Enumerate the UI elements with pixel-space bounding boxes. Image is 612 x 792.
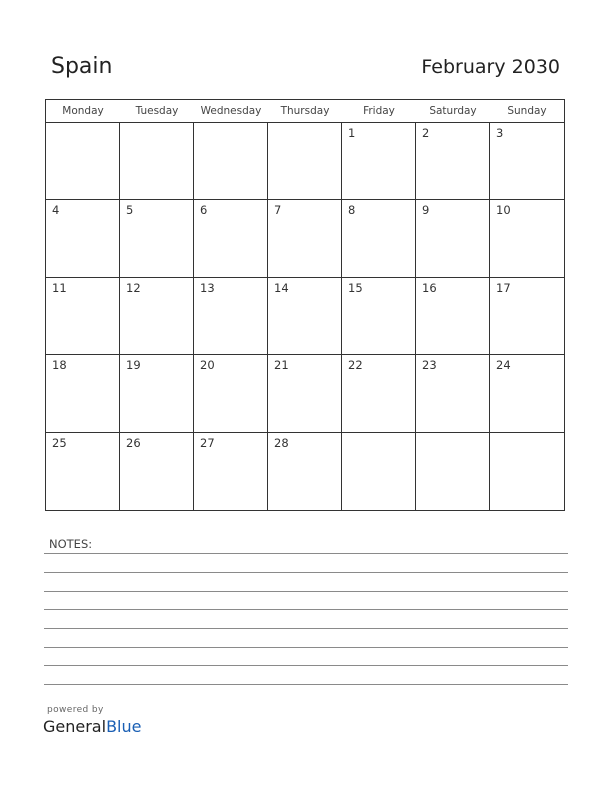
day-cell: 3 bbox=[490, 123, 564, 200]
day-cell: 13 bbox=[194, 278, 268, 355]
weekday-monday: Monday bbox=[62, 105, 104, 117]
day-cell: 22 bbox=[342, 355, 416, 432]
weekday-tuesday: Tuesday bbox=[135, 105, 179, 117]
day-cell: 15 bbox=[342, 278, 416, 355]
weekday-wednesday: Wednesday bbox=[200, 105, 262, 117]
day-cell: 18 bbox=[46, 355, 120, 432]
day-cell: 19 bbox=[120, 355, 194, 432]
logo-blue-text: Blue bbox=[106, 717, 142, 736]
powered-by-text: powered by bbox=[47, 705, 104, 715]
notes-line bbox=[44, 572, 568, 573]
day-cell: 9 bbox=[416, 200, 490, 277]
weekday-sunday: Sunday bbox=[507, 105, 547, 117]
month-year-title: February 2030 bbox=[421, 56, 560, 78]
weekday-thursday: Thursday bbox=[280, 105, 330, 117]
day-cell: 26 bbox=[120, 433, 194, 510]
day-cell: 16 bbox=[416, 278, 490, 355]
calendar-grid bbox=[45, 99, 565, 511]
notes-line bbox=[44, 628, 568, 629]
notes-label: NOTES: bbox=[49, 537, 93, 551]
notes-line bbox=[44, 591, 568, 592]
day-cell bbox=[416, 433, 490, 510]
notes-line bbox=[44, 553, 568, 554]
day-cell: 10 bbox=[490, 200, 564, 277]
notes-line bbox=[44, 647, 568, 648]
day-cell: 12 bbox=[120, 278, 194, 355]
day-cell: 23 bbox=[416, 355, 490, 432]
day-cell: 14 bbox=[268, 278, 342, 355]
day-cell: 4 bbox=[46, 200, 120, 277]
day-cell: 27 bbox=[194, 433, 268, 510]
day-cell: 20 bbox=[194, 355, 268, 432]
day-cell bbox=[342, 433, 416, 510]
calendar-weeks bbox=[46, 123, 564, 510]
day-cell: 24 bbox=[490, 355, 564, 432]
day-cell: 28 bbox=[268, 433, 342, 510]
day-cell bbox=[268, 123, 342, 200]
notes-line bbox=[44, 665, 568, 666]
weekday-saturday: Saturday bbox=[429, 105, 477, 117]
country-title: Spain bbox=[51, 54, 113, 79]
day-cell: 25 bbox=[46, 433, 120, 510]
day-cell: 5 bbox=[120, 200, 194, 277]
day-cell: 8 bbox=[342, 200, 416, 277]
day-cell: 7 bbox=[268, 200, 342, 277]
weekday-friday: Friday bbox=[363, 105, 395, 117]
day-cell: 17 bbox=[490, 278, 564, 355]
day-cell bbox=[120, 123, 194, 200]
day-cell bbox=[194, 123, 268, 200]
weekday-header-row bbox=[46, 100, 564, 123]
day-cell: 2 bbox=[416, 123, 490, 200]
day-cell bbox=[46, 123, 120, 200]
day-cell: 11 bbox=[46, 278, 120, 355]
generalblue-logo bbox=[43, 717, 141, 736]
notes-line bbox=[44, 684, 568, 685]
day-cell bbox=[490, 433, 564, 510]
notes-line bbox=[44, 609, 568, 610]
logo-general-text: General bbox=[43, 717, 107, 736]
day-cell: 1 bbox=[342, 123, 416, 200]
day-cell: 6 bbox=[194, 200, 268, 277]
day-cell: 21 bbox=[268, 355, 342, 432]
